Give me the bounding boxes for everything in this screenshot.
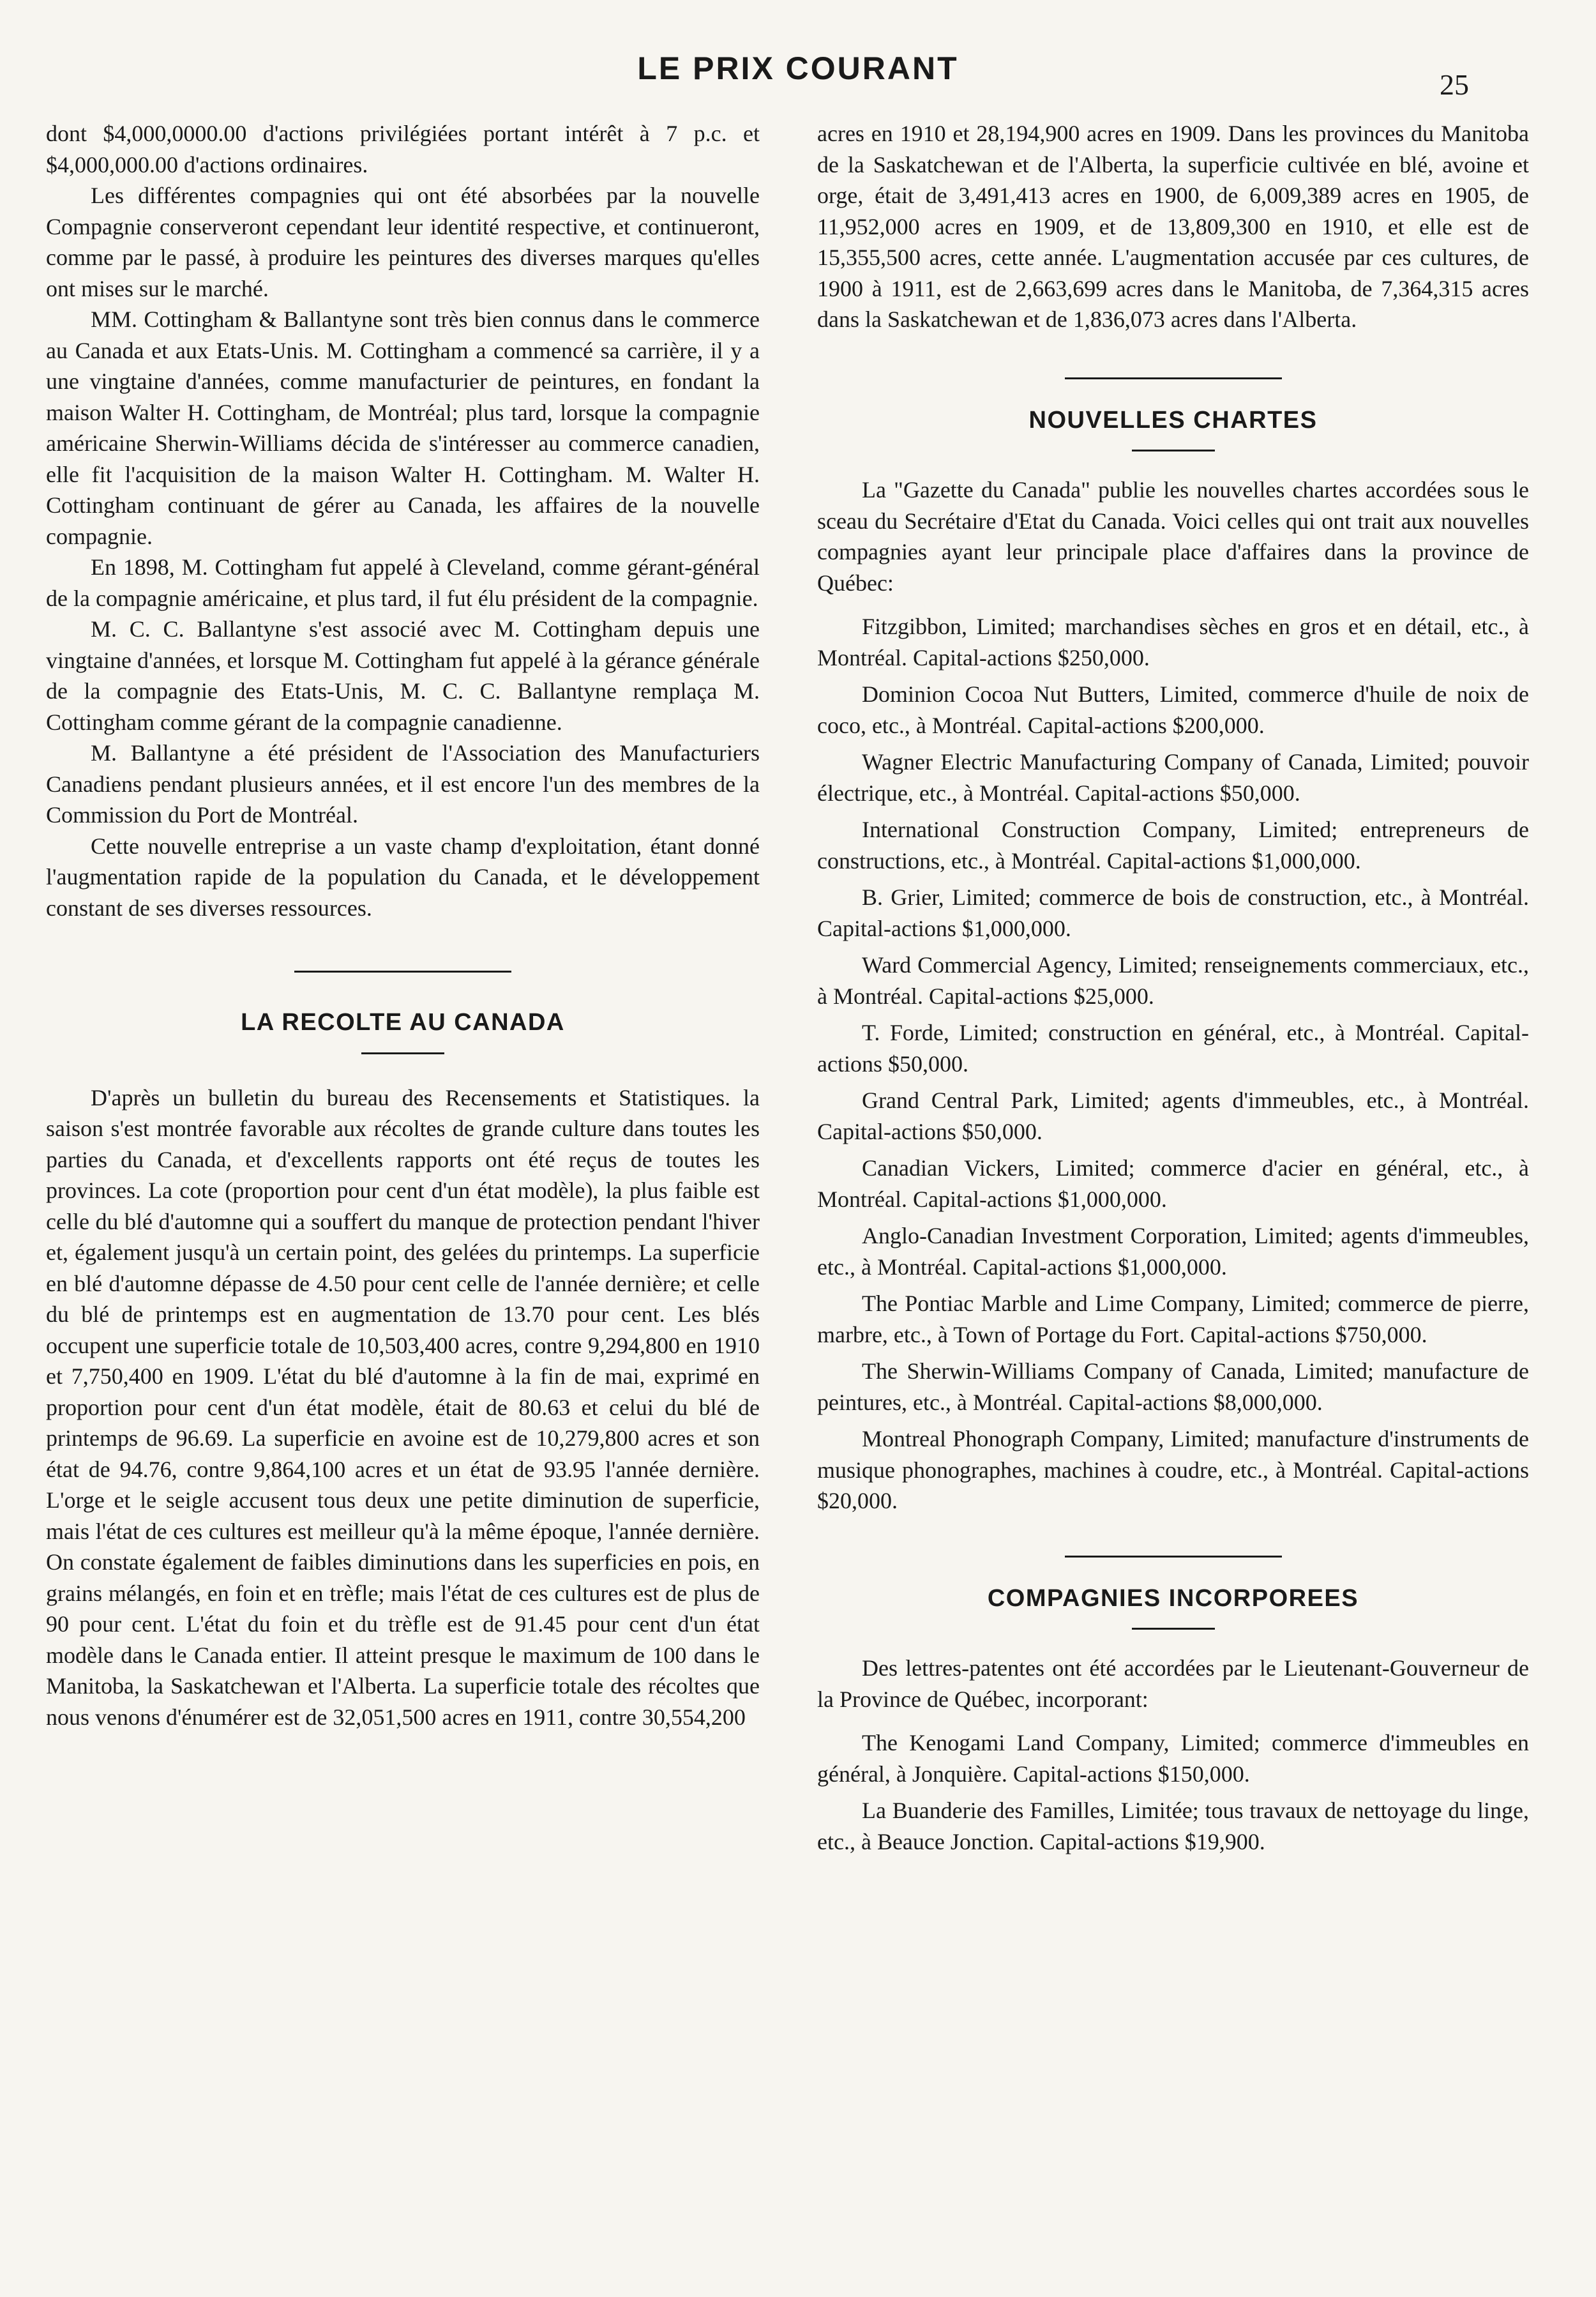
paragraph: Cette nouvelle entreprise a un vaste champ d'exploitation, étant donné l'augmentation rapide de la population du Canada, et le développement constant de ses diverses ressources. [46, 833, 760, 921]
charter-entry: Montreal Phonograph Company, Limited; manufacture d'instruments de musique phonographes, machines à coudre, etc., à Montréal. Capital-actions $20,000. [817, 1426, 1529, 1513]
charter-entry: Wagner Electric Manufacturing Company of Canada, Limited; pouvoir électrique, etc., à Montréal. Capital-actions $50,000. [817, 749, 1529, 806]
charter-entry: Grand Central Park, Limited; agents d'immeubles, etc., à Montréal. Capital-actions $50,000. [817, 1088, 1529, 1144]
charter-entry: Fitzgibbon, Limited; marchandises sèches en gros et en détail, etc., à Montréal. Capital-actions $250,000. [817, 614, 1529, 671]
page-header [0, 50, 1596, 107]
charter-entry: B. Grier, Limited; commerce de bois de construction, etc., à Montréal. Capital-actions $1,000,000. [817, 884, 1529, 941]
right-column [817, 118, 1529, 1863]
paragraph: M. Ballantyne a été président de l'Association des Manufacturiers Canadiens pendant plusieurs années, et il est encore l'un des membres de la Commission du Port de Montréal. [46, 740, 760, 828]
section-heading-recolte: LA RECOLTE AU CANADA [241, 1009, 565, 1036]
section-heading-chartes: NOUVELLES CHARTES [1028, 406, 1318, 434]
charter-entry: The Sherwin-Williams Company of Canada, Limited; manufacture de peintures, etc., à Montréal. Capital-actions $8,000,000. [817, 1358, 1529, 1415]
charter-entry: T. Forde, Limited; construction en général, etc., à Montréal. Capital-actions $50,000. [817, 1020, 1529, 1077]
charter-entry: Ward Commercial Agency, Limited; renseignements commerciaux, etc., à Montréal. Capital-actions $25,000. [817, 952, 1529, 1009]
paragraph: M. C. C. Ballantyne s'est associé avec M. Cottingham depuis une vingtaine d'années, et lorsque M. Cottingham fut appelé à la gérance générale de la compagnie des Etats-Unis, M. C. C. Ballantyne remplaça M. Cottingham comme gérant de la compagnie canadienne. [46, 616, 760, 735]
paragraph: D'après un bulletin du bureau des Recensements et Statistiques. la saison s'est montrée favorable aux récoltes de grande culture dans toutes les parties du Canada, et d'excellents rapports ont été reçus de toutes les provinces. La cote (proportion pour cent d'un état modèle), la plus faible est celle du blé d'automne qui a souffert du manque de protection pendant l'hiver et, également jusqu'à un certain point, des gelées du printemps. La superficie en blé d'automne dépasse de 4.50 pour cent celle de l'année dernière; et celle du blé de printemps est en augmentation de 13.70 pour cent. Les blés occupent une superficie totale de 10,503,400 acres, contre 9,294,800 en 1910 et 7,750,400 en 1909. L'état du blé d'automne à la fin de mai, exprimé en proportion pour cent d'un état modèle, était de 80.63 et celui du blé de printemps de 96.69. La superficie en avoine est de 10,279,800 acres et son état de 94.76, contre 9,864,100 acres et un état de 93.95 l'année dernière. L'orge et le seigle accusent tous deux une petite diminution de superficie, mais l'état de ces cultures est meilleur qu'à la même époque, l'année dernière. On constate également de faibles diminutions dans les superficies en pois, en grains mélangés, en foin et en trèfle; mais l'état de ces cultures est de plus de 90 pour cent. L'état du foin et du trèfle est de 91.45 pour cent d'un état modèle dans le Canada entier. Il atteint presque le maximum de 100 dans le Manitoba, la Saskatchewan et l'Alberta. La superficie totale des récoltes que nous venons d'énumérer est de 32,051,500 acres en 1911, contre 30,554,200 [46, 1084, 760, 1730]
charter-entry: International Construction Company, Limited; entrepreneurs de constructions, etc., à Montréal. Capital-actions $1,000,000. [817, 817, 1529, 874]
paragraph: Des lettres-patentes ont été accordées par le Lieutenant-Gouverneur de la Province de Québec, incorporant: [817, 1655, 1529, 1712]
paragraph: Les différentes compagnies qui ont été absorbées par la nouvelle Compagnie conserveront cependant leur identité respective, et continueront, comme par le passé, à produire les peintures des diverses marques qu'elles ont mises sur le marché. [46, 183, 760, 301]
paragraph: MM. Cottingham & Ballantyne sont très bien connus dans le commerce au Canada et aux Etats-Unis. M. Cottingham a commencé sa carrière, il y a une vingtaine d'années, comme manufacturier de peintures, en fondant la maison Walter H. Cottingham, de Montréal; plus tard, lorsque la compagnie américaine Sherwin-Williams décida de s'intéresser au commerce canadien, elle fit l'acquisition de la maison Walter H. Cottingham. M. Walter H. Cottingham continuant de gérer au Canada, les affaires de la nouvelle compagnie. [46, 307, 760, 549]
charter-entry: Dominion Cocoa Nut Butters, Limited, commerce d'huile de noix de coco, etc., à Montréal. Capital-actions $200,000. [817, 681, 1529, 738]
paragraph: La "Gazette du Canada" publie les nouvelles chartes accordées sous le sceau du Secrétaire d'Etat du Canada. Voici celles qui ont trait aux nouvelles compagnies ayant leur principale place d'affaires dans la province de Québec: [817, 477, 1529, 596]
incorporation-entry: The Kenogami Land Company, Limited; commerce d'immeubles en général, à Jonquière. Capital-actions $150,000. [817, 1730, 1529, 1787]
paragraph: dont $4,000,0000.00 d'actions privilégiées portant intérêt à 7 p.c. et $4,000,000.00 d'actions ordinaires. [46, 121, 760, 178]
masthead: LE PRIX COURANT [637, 50, 959, 86]
paragraph: En 1898, M. Cottingham fut appelé à Cleveland, comme gérant-général de la compagnie américaine, et plus tard, il fut élu président de la compagnie. [46, 554, 760, 611]
section-heading-incorporees: COMPAGNIES INCORPOREES [987, 1584, 1359, 1612]
charter-entry: The Pontiac Marble and Lime Company, Limited; commerce de pierre, marbre, etc., à Town of Portage du Fort. Capital-actions $750,000. [817, 1291, 1529, 1347]
left-column [46, 118, 760, 1732]
incorporation-entry: La Buanderie des Familles, Limitée; tous travaux de nettoyage du linge, etc., à Beauce Jonction. Capital-actions $19,900. [817, 1798, 1529, 1854]
page-number: 25 [1440, 68, 1469, 101]
charter-entry: Canadian Vickers, Limited; commerce d'acier en général, etc., à Montréal. Capital-actions $1,000,000. [817, 1155, 1529, 1212]
charter-entry: Anglo-Canadian Investment Corporation, Limited; agents d'immeubles, etc., à Montréal. Capital-actions $1,000,000. [817, 1223, 1529, 1280]
paragraph: acres en 1910 et 28,194,900 acres en 1909. Dans les provinces du Manitoba de la Saskatchewan et de l'Alberta, la superficie cultivée en blé, avoine et orge, était de 3,491,413 acres en 1900, de 6,009,389 acres en 1905, de 11,952,000 acres en 1909, et de 13,809,300 en 1910, et elle est de 15,355,500 acres, cette année. L'augmentation accusée par ces cultures, de 1900 à 1911, est de 2,663,699 acres dans le Manitoba, de 7,364,315 acres dans la Saskatchewan et de 1,836,073 acres dans l'Alberta. [817, 121, 1529, 332]
